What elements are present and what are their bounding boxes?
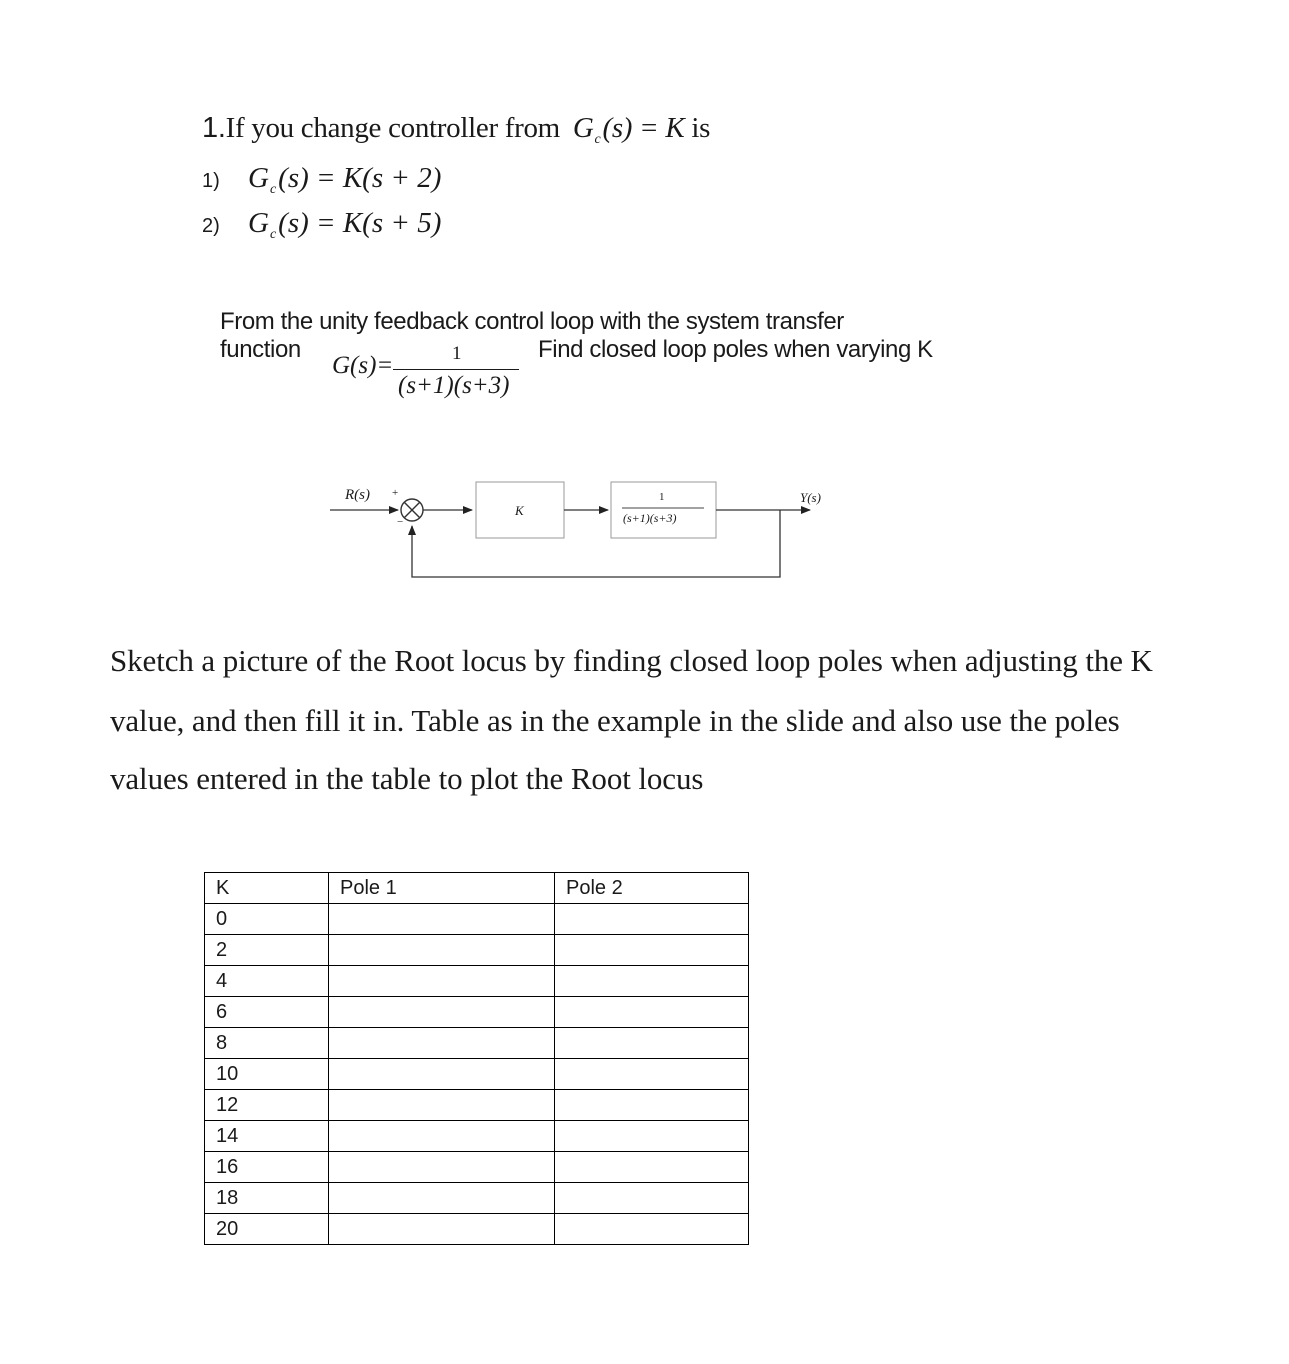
output-label: Y(s): [800, 490, 821, 505]
table-row: [205, 997, 749, 1028]
option-2-g: G: [248, 207, 269, 239]
k-cell: 2: [205, 935, 329, 966]
pole-table: [204, 872, 749, 1245]
tf-denominator: (s+1)(s+3): [398, 372, 510, 399]
input-label: R(s): [345, 487, 370, 503]
pole-2-cell[interactable]: [555, 1214, 749, 1245]
pole-1-cell[interactable]: [329, 1028, 555, 1059]
k-cell: 20: [205, 1214, 329, 1245]
k-cell: 6: [205, 997, 329, 1028]
gain-label: K: [515, 503, 524, 518]
feedback-path: [412, 510, 780, 577]
option-1-label: 1): [202, 170, 220, 192]
table-row: [205, 1090, 749, 1121]
table-row: [205, 1121, 749, 1152]
k-cell: 10: [205, 1059, 329, 1090]
tf-lhs: G(s)=: [332, 352, 394, 379]
block-diagram: [300, 470, 860, 590]
k-cell: 18: [205, 1183, 329, 1214]
given-controller-g: G: [572, 112, 594, 144]
header-k: K: [205, 873, 329, 904]
tf-fraction-bar: [393, 369, 519, 370]
plant-denominator: (s+1)(s+3): [623, 511, 677, 525]
table-row: [205, 1214, 749, 1245]
k-cell: 14: [205, 1121, 329, 1152]
problem-find-text: Find closed loop poles when varying K: [538, 336, 933, 363]
pole-2-cell[interactable]: [555, 966, 749, 997]
pole-1-cell[interactable]: [329, 1183, 555, 1214]
question-number: 1.: [202, 112, 226, 144]
given-controller-sub: c: [594, 132, 601, 147]
pole-1-cell[interactable]: [329, 997, 555, 1028]
given-controller-tail: is: [684, 112, 711, 144]
table-row: [205, 935, 749, 966]
pole-2-cell[interactable]: [555, 1183, 749, 1214]
option-1: [202, 162, 441, 195]
plus-sign: +: [392, 487, 399, 499]
table-row: [205, 1183, 749, 1214]
option-1-sub: c: [269, 182, 277, 197]
pole-1-cell[interactable]: [329, 1090, 555, 1121]
pole-2-cell[interactable]: [555, 904, 749, 935]
pole-1-cell[interactable]: [329, 904, 555, 935]
pole-1-cell[interactable]: [329, 1059, 555, 1090]
table-row: [205, 1152, 749, 1183]
pole-2-cell[interactable]: [555, 1059, 749, 1090]
table-row: [205, 1059, 749, 1090]
question-lead: If you change controller from: [225, 112, 560, 144]
pole-2-cell[interactable]: [555, 1152, 749, 1183]
problem-line-2: function: [220, 336, 301, 363]
option-1-g: G: [248, 162, 269, 194]
pole-2-cell[interactable]: [555, 1090, 749, 1121]
instructions-line-3: values entered in the table to plot the Root locus: [110, 761, 704, 796]
table-row: [205, 966, 749, 997]
table-header-row: [205, 873, 749, 904]
pole-1-cell[interactable]: [329, 1121, 555, 1152]
k-cell: 12: [205, 1090, 329, 1121]
header-pole-2: Pole 2: [555, 873, 749, 904]
table-row: [205, 1028, 749, 1059]
given-controller-rhs: K: [665, 112, 685, 144]
option-1-expr: (s) = K(s + 2): [278, 162, 442, 194]
pole-2-cell[interactable]: [555, 1028, 749, 1059]
option-2: [202, 207, 441, 240]
problem-line-1: From the unity feedback control loop with the system transfer: [220, 308, 844, 335]
summing-junction-icon: [401, 499, 423, 521]
option-2-sub: c: [269, 227, 277, 242]
tf-numerator: 1: [452, 343, 462, 364]
option-2-expr: (s) = K(s + 5): [278, 207, 442, 239]
pole-2-cell[interactable]: [555, 935, 749, 966]
instructions-line-2: value, and then fill it in. Table as in the example in the slide and also use the poles: [110, 703, 1120, 738]
pole-1-cell[interactable]: [329, 1152, 555, 1183]
pole-2-cell[interactable]: [555, 997, 749, 1028]
table-row: [205, 904, 749, 935]
header-pole-1: Pole 1: [329, 873, 555, 904]
pole-1-cell[interactable]: [329, 1214, 555, 1245]
question-title: [202, 112, 710, 145]
given-controller-arg: (s) =: [602, 112, 666, 144]
k-cell: 8: [205, 1028, 329, 1059]
pole-2-cell[interactable]: [555, 1121, 749, 1152]
pole-1-cell[interactable]: [329, 966, 555, 997]
option-2-label: 2): [202, 215, 220, 237]
pole-1-cell[interactable]: [329, 935, 555, 966]
plant-numerator: 1: [659, 491, 665, 503]
minus-sign: −: [397, 516, 404, 528]
k-cell: 0: [205, 904, 329, 935]
instructions-line-1: Sketch a picture of the Root locus by finding closed loop poles when adjusting the K: [110, 643, 1153, 678]
k-cell: 4: [205, 966, 329, 997]
k-cell: 16: [205, 1152, 329, 1183]
